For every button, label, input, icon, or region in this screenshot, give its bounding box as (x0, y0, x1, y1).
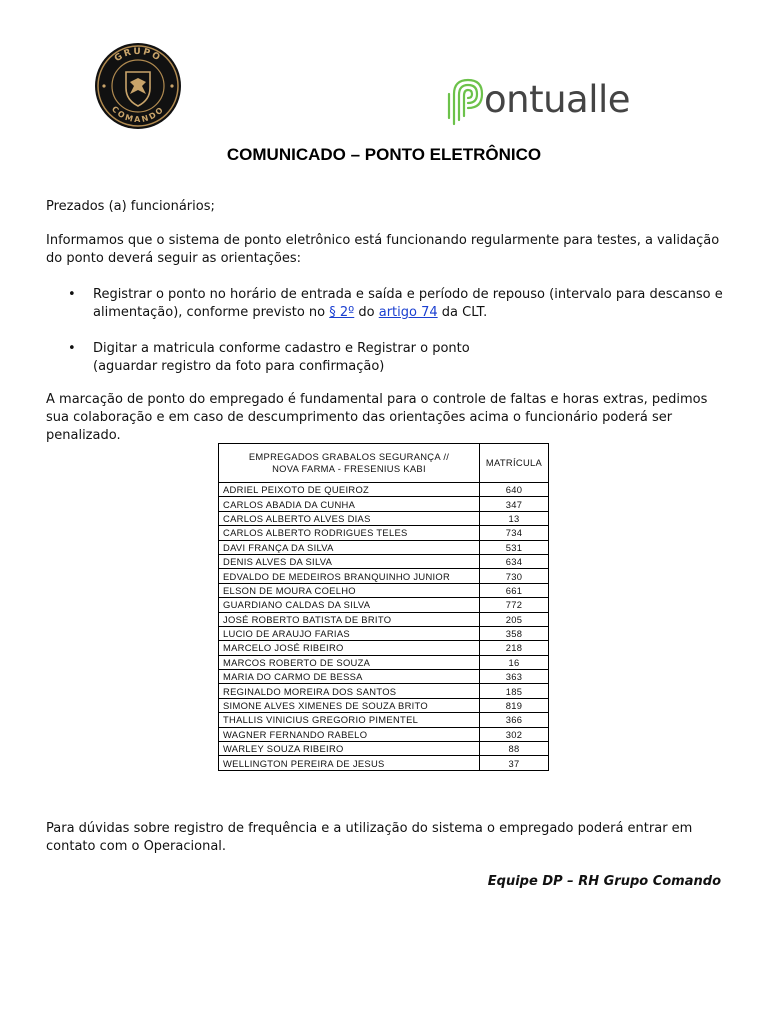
employee-id: 302 (480, 727, 549, 741)
employee-name: CARLOS ALBERTO RODRIGUES TELES (219, 526, 480, 540)
item-text: do (354, 305, 379, 320)
employee-id: 358 (480, 626, 549, 640)
employee-name: WARLEY SOUZA RIBEIRO (219, 742, 480, 756)
employee-id: 205 (480, 612, 549, 626)
table-row (219, 612, 549, 626)
header-line: NOVA FARMA - FRESENIUS KABI (272, 463, 426, 474)
greeting: Prezados (a) funcionários; (46, 199, 215, 214)
table-row (219, 655, 549, 669)
page-title: COMUNICADO – PONTO ELETRÔNICO (226, 145, 542, 164)
table-row (219, 742, 549, 756)
item-text: (aguardar registro da foto para confirmação) (93, 359, 385, 374)
table-row (219, 756, 549, 770)
table-row (219, 569, 549, 583)
employee-id: 363 (480, 670, 549, 684)
employee-name: WELLINGTON PEREIRA DE JESUS (219, 756, 480, 770)
employee-id: 347 (480, 497, 549, 511)
employee-id: 730 (480, 569, 549, 583)
employee-name: DENIS ALVES DA SILVA (219, 554, 480, 568)
employee-id: 13 (480, 511, 549, 525)
table-row (219, 483, 549, 497)
header-employees (219, 444, 480, 483)
employee-name: ELSON DE MOURA COELHO (219, 583, 480, 597)
employee-id: 185 (480, 684, 549, 698)
table-row (219, 583, 549, 597)
employee-id: 819 (480, 698, 549, 712)
table-row (219, 626, 549, 640)
employee-name: JOSÉ ROBERTO BATISTA DE BRITO (219, 612, 480, 626)
table-row (219, 684, 549, 698)
employee-id: 531 (480, 540, 549, 554)
employee-name: LUCIO DE ARAUJO FARIAS (219, 626, 480, 640)
signature: Equipe DP – RH Grupo Comando (487, 874, 721, 889)
table-row (219, 727, 549, 741)
employee-name: CARLOS ABADIA DA CUNHA (219, 497, 480, 511)
doubts-paragraph: Para dúvidas sobre registro de frequência e a utilização do sistema o empregado poderá entrar em contato com o Operacional. (46, 821, 693, 854)
table-row (219, 540, 549, 554)
employee-name: MARCOS ROBERTO DE SOUZA (219, 655, 480, 669)
table-row (219, 670, 549, 684)
pontualle-wordmark: ontualle (484, 78, 631, 121)
table-row (219, 511, 549, 525)
item-text: da CLT. (437, 305, 488, 320)
table-row (219, 526, 549, 540)
employee-id: 366 (480, 713, 549, 727)
table-row (219, 598, 549, 612)
header-line: EMPREGADOS GRABALOS SEGURANÇA // (248, 451, 450, 462)
table-row (219, 641, 549, 655)
item-text: Registrar o ponto no horário de entrada e saída e período de repouso (intervalo para descanso e alimentação), conforme previsto no (93, 287, 723, 320)
list-item (46, 286, 726, 322)
logo-bottom-text: COMANDO (109, 104, 167, 125)
table-header-row (219, 444, 549, 483)
employee-name: WAGNER FERNANDO RABELO (219, 727, 480, 741)
employee-name: CARLOS ALBERTO ALVES DIAS (219, 511, 480, 525)
employee-id: 37 (480, 756, 549, 770)
intro-paragraph: Informamos que o sistema de ponto eletrônico está funcionando regularmente para testes, a validação do ponto deverá seguir as orientações: (46, 233, 720, 266)
instructions-list (46, 286, 726, 394)
logo-top-text: GRUPO (112, 46, 164, 65)
employee-id: 734 (480, 526, 549, 540)
employee-id: 88 (480, 742, 549, 756)
employee-name: GUARDIANO CALDAS DA SILVA (219, 598, 480, 612)
article-link[interactable]: artigo 74 (378, 305, 438, 320)
header-id: MATRÍCULA (480, 444, 549, 483)
employee-name: ADRIEL PEIXOTO DE QUEIROZ (219, 483, 480, 497)
employee-name: MARIA DO CARMO DE BESSA (219, 670, 480, 684)
employee-name: THALLIS VINICIUS GREGORIO PIMENTEL (219, 713, 480, 727)
table-row (219, 497, 549, 511)
employee-name: REGINALDO MOREIRA DOS SANTOS (219, 684, 480, 698)
employee-name: SIMONE ALVES XIMENES DE SOUZA BRITO (219, 698, 480, 712)
employee-name: MARCELO JOSÉ RIBEIRO (219, 641, 480, 655)
table-row (219, 554, 549, 568)
employee-id: 634 (480, 554, 549, 568)
table-row (219, 713, 549, 727)
employee-id: 772 (480, 598, 549, 612)
employee-id: 16 (480, 655, 549, 669)
bullet-icon: • (68, 287, 76, 302)
table-row (219, 698, 549, 712)
employee-id: 218 (480, 641, 549, 655)
bullet-icon: • (68, 341, 76, 356)
grupo-comando-logo (92, 42, 184, 130)
employee-id: 640 (480, 483, 549, 497)
paragraph-link[interactable]: § 2º (329, 305, 355, 320)
employee-id: 661 (480, 583, 549, 597)
employees-table (218, 443, 549, 771)
item-text: Digitar a matricula conforme cadastro e Registrar o ponto (93, 341, 470, 356)
employee-name: DAVI FRANÇA DA SILVA (219, 540, 480, 554)
marking-paragraph: A marcação de ponto do empregado é fundamental para o controle de faltas e horas extras, pedimos sua colaboração e em caso de descumprimento das orientações acima o funcionário poderá ser penalizado. (46, 392, 708, 443)
employee-name: EDVALDO DE MEDEIROS BRANQUINHO JUNIOR (219, 569, 480, 583)
list-item (46, 340, 726, 376)
